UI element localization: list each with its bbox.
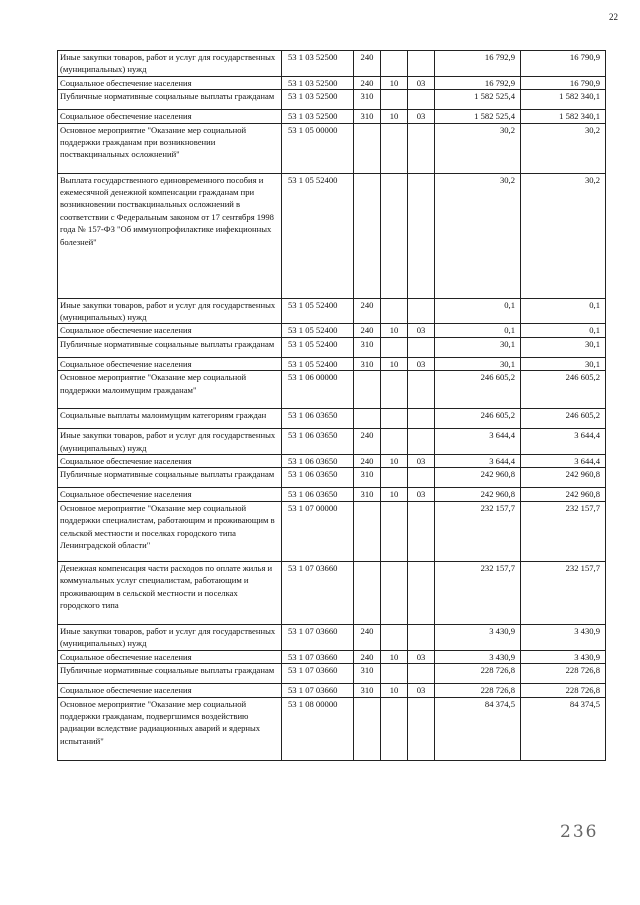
row-target-code: 53 1 06 03650 bbox=[282, 488, 354, 501]
row-expense-type bbox=[354, 371, 381, 409]
row-name: Социальное обеспечение населения bbox=[58, 324, 282, 337]
row-subsection bbox=[408, 501, 435, 561]
row-name: Публичные нормативные социальные выплаты гражданам bbox=[58, 90, 282, 110]
row-name: Иные закупки товаров, работ и услуг для государственных (муниципальных) нужд bbox=[58, 298, 282, 324]
row-amount-1: 16 792,9 bbox=[435, 51, 521, 77]
row-target-code: 53 1 08 00000 bbox=[282, 697, 354, 760]
row-subsection bbox=[408, 298, 435, 324]
table-row bbox=[58, 298, 606, 324]
row-subsection bbox=[408, 123, 435, 173]
row-name: Социальное обеспечение населения bbox=[58, 110, 282, 123]
row-name: Денежная компенсация части расходов по оплате жилья и коммунальных услуг специалистам, работающим и проживающим в сельской местности и поселках городского типа bbox=[58, 561, 282, 624]
row-amount-1: 30,1 bbox=[435, 357, 521, 370]
row-target-code: 53 1 07 03660 bbox=[282, 561, 354, 624]
table-row bbox=[58, 371, 606, 409]
row-amount-1: 1 582 525,4 bbox=[435, 110, 521, 123]
row-name: Публичные нормативные социальные выплаты гражданам bbox=[58, 664, 282, 684]
row-target-code: 53 1 03 52500 bbox=[282, 51, 354, 77]
row-expense-type: 240 bbox=[354, 429, 381, 455]
row-amount-2: 1 582 340,1 bbox=[521, 110, 606, 123]
row-name: Основное мероприятие "Оказание мер социальной поддержки гражданам, подвергшимся воздействию радиации вследствие радиационных аварий и ядерных испытаний" bbox=[58, 697, 282, 760]
table-row bbox=[58, 51, 606, 77]
row-expense-type: 310 bbox=[354, 337, 381, 357]
row-amount-2: 84 374,5 bbox=[521, 697, 606, 760]
row-target-code: 53 1 05 52400 bbox=[282, 173, 354, 298]
row-name: Основное мероприятие "Оказание мер социальной поддержки специалистам, работающим и проживающим в сельской местности и поселках городского типа Ленинградской области" bbox=[58, 501, 282, 561]
row-amount-2: 30,2 bbox=[521, 123, 606, 173]
row-section bbox=[381, 371, 408, 409]
row-amount-1: 1 582 525,4 bbox=[435, 90, 521, 110]
row-subsection bbox=[408, 173, 435, 298]
row-amount-2: 16 790,9 bbox=[521, 51, 606, 77]
row-amount-2: 246 605,2 bbox=[521, 371, 606, 409]
table-row bbox=[58, 409, 606, 429]
budget-table bbox=[57, 50, 606, 761]
row-name: Иные закупки товаров, работ и услуг для государственных (муниципальных) нужд bbox=[58, 429, 282, 455]
row-target-code: 53 1 06 03650 bbox=[282, 468, 354, 488]
row-section bbox=[381, 501, 408, 561]
row-target-code: 53 1 05 00000 bbox=[282, 123, 354, 173]
row-subsection bbox=[408, 624, 435, 650]
row-amount-1: 30,2 bbox=[435, 123, 521, 173]
row-target-code: 53 1 06 00000 bbox=[282, 371, 354, 409]
row-section: 10 bbox=[381, 455, 408, 468]
row-subsection bbox=[408, 371, 435, 409]
row-expense-type bbox=[354, 561, 381, 624]
row-subsection: 03 bbox=[408, 324, 435, 337]
row-expense-type: 310 bbox=[354, 684, 381, 697]
row-expense-type: 310 bbox=[354, 357, 381, 370]
row-expense-type: 240 bbox=[354, 650, 381, 663]
row-section bbox=[381, 51, 408, 77]
row-expense-type bbox=[354, 173, 381, 298]
table-row bbox=[58, 90, 606, 110]
row-amount-2: 228 726,8 bbox=[521, 684, 606, 697]
row-subsection bbox=[408, 51, 435, 77]
row-amount-2: 30,1 bbox=[521, 337, 606, 357]
row-section bbox=[381, 123, 408, 173]
stamp-number: 236 bbox=[560, 822, 599, 842]
table-row bbox=[58, 173, 606, 298]
row-amount-1: 3 644,4 bbox=[435, 429, 521, 455]
row-amount-1: 3 644,4 bbox=[435, 455, 521, 468]
row-amount-1: 30,1 bbox=[435, 337, 521, 357]
row-amount-1: 232 157,7 bbox=[435, 501, 521, 561]
row-amount-1: 232 157,7 bbox=[435, 561, 521, 624]
row-section: 10 bbox=[381, 110, 408, 123]
row-name: Иные закупки товаров, работ и услуг для государственных (муниципальных) нужд bbox=[58, 51, 282, 77]
row-name: Публичные нормативные социальные выплаты гражданам bbox=[58, 468, 282, 488]
row-name: Социальное обеспечение населения bbox=[58, 455, 282, 468]
table-row bbox=[58, 697, 606, 760]
row-subsection bbox=[408, 561, 435, 624]
row-section bbox=[381, 664, 408, 684]
row-amount-1: 0,1 bbox=[435, 324, 521, 337]
row-target-code: 53 1 05 52400 bbox=[282, 298, 354, 324]
row-expense-type bbox=[354, 697, 381, 760]
row-name: Социальное обеспечение населения bbox=[58, 357, 282, 370]
row-subsection bbox=[408, 664, 435, 684]
row-target-code: 53 1 06 03650 bbox=[282, 409, 354, 429]
row-section bbox=[381, 298, 408, 324]
row-expense-type: 310 bbox=[354, 488, 381, 501]
row-target-code: 53 1 07 03660 bbox=[282, 664, 354, 684]
row-target-code: 53 1 07 03660 bbox=[282, 650, 354, 663]
row-subsection bbox=[408, 90, 435, 110]
row-target-code: 53 1 05 52400 bbox=[282, 337, 354, 357]
table-row bbox=[58, 684, 606, 697]
row-amount-2: 3 430,9 bbox=[521, 650, 606, 663]
row-amount-1: 84 374,5 bbox=[435, 697, 521, 760]
table-row bbox=[58, 123, 606, 173]
row-target-code: 53 1 05 52400 bbox=[282, 324, 354, 337]
row-section bbox=[381, 561, 408, 624]
row-section: 10 bbox=[381, 76, 408, 89]
row-expense-type: 310 bbox=[354, 468, 381, 488]
table-row bbox=[58, 429, 606, 455]
row-subsection: 03 bbox=[408, 488, 435, 501]
table-row bbox=[58, 110, 606, 123]
row-target-code: 53 1 07 03660 bbox=[282, 624, 354, 650]
table-row bbox=[58, 324, 606, 337]
row-amount-1: 3 430,9 bbox=[435, 624, 521, 650]
row-name: Социальное обеспечение населения bbox=[58, 684, 282, 697]
row-expense-type bbox=[354, 501, 381, 561]
row-section bbox=[381, 409, 408, 429]
row-expense-type: 240 bbox=[354, 298, 381, 324]
table-row bbox=[58, 468, 606, 488]
row-amount-1: 242 960,8 bbox=[435, 488, 521, 501]
row-section: 10 bbox=[381, 684, 408, 697]
row-amount-2: 228 726,8 bbox=[521, 664, 606, 684]
row-target-code: 53 1 03 52500 bbox=[282, 110, 354, 123]
row-amount-1: 3 430,9 bbox=[435, 650, 521, 663]
row-expense-type: 240 bbox=[354, 455, 381, 468]
row-section bbox=[381, 697, 408, 760]
row-section bbox=[381, 429, 408, 455]
row-amount-1: 16 792,9 bbox=[435, 76, 521, 89]
row-target-code: 53 1 07 03660 bbox=[282, 684, 354, 697]
row-section bbox=[381, 90, 408, 110]
row-amount-2: 0,1 bbox=[521, 298, 606, 324]
row-subsection: 03 bbox=[408, 455, 435, 468]
row-amount-2: 3 644,4 bbox=[521, 455, 606, 468]
table-row bbox=[58, 337, 606, 357]
row-section bbox=[381, 173, 408, 298]
row-amount-2: 30,2 bbox=[521, 173, 606, 298]
row-section: 10 bbox=[381, 357, 408, 370]
row-section: 10 bbox=[381, 488, 408, 501]
row-amount-1: 242 960,8 bbox=[435, 468, 521, 488]
row-target-code: 53 1 06 03650 bbox=[282, 429, 354, 455]
row-amount-2: 242 960,8 bbox=[521, 488, 606, 501]
row-subsection bbox=[408, 468, 435, 488]
row-amount-2: 30,1 bbox=[521, 357, 606, 370]
row-target-code: 53 1 05 52400 bbox=[282, 357, 354, 370]
row-expense-type: 240 bbox=[354, 324, 381, 337]
row-subsection: 03 bbox=[408, 650, 435, 663]
row-subsection bbox=[408, 337, 435, 357]
row-subsection bbox=[408, 409, 435, 429]
row-subsection: 03 bbox=[408, 110, 435, 123]
row-name: Выплата государственного единовременного пособия и ежемесячной денежной компенсации гражданам при возникновении поствакцинальных осложнений в соответствии с Федеральным законом от 17 сентября 1998 года № 157-ФЗ "Об иммунопрофилактике инфекционных болезней" bbox=[58, 173, 282, 298]
row-amount-1: 246 605,2 bbox=[435, 371, 521, 409]
table-row bbox=[58, 488, 606, 501]
row-expense-type: 240 bbox=[354, 76, 381, 89]
row-name: Основное мероприятие "Оказание мер социальной поддержки малоимущим гражданам" bbox=[58, 371, 282, 409]
page-number: 22 bbox=[609, 12, 618, 22]
row-expense-type: 310 bbox=[354, 90, 381, 110]
row-amount-2: 16 790,9 bbox=[521, 76, 606, 89]
row-expense-type: 310 bbox=[354, 664, 381, 684]
row-name: Иные закупки товаров, работ и услуг для государственных (муниципальных) нужд bbox=[58, 624, 282, 650]
row-name: Основное мероприятие "Оказание мер социальной поддержки гражданам при возникновении поствакцинальных осложнений" bbox=[58, 123, 282, 173]
row-name: Социальное обеспечение населения bbox=[58, 488, 282, 501]
row-expense-type: 240 bbox=[354, 624, 381, 650]
row-amount-1: 0,1 bbox=[435, 298, 521, 324]
row-amount-2: 3 430,9 bbox=[521, 624, 606, 650]
row-amount-2: 242 960,8 bbox=[521, 468, 606, 488]
row-target-code: 53 1 03 52500 bbox=[282, 90, 354, 110]
row-subsection bbox=[408, 697, 435, 760]
table-row bbox=[58, 76, 606, 89]
row-section: 10 bbox=[381, 650, 408, 663]
row-amount-2: 246 605,2 bbox=[521, 409, 606, 429]
row-amount-2: 1 582 340,1 bbox=[521, 90, 606, 110]
row-subsection: 03 bbox=[408, 684, 435, 697]
row-amount-1: 246 605,2 bbox=[435, 409, 521, 429]
row-section bbox=[381, 468, 408, 488]
row-target-code: 53 1 06 03650 bbox=[282, 455, 354, 468]
row-amount-2: 0,1 bbox=[521, 324, 606, 337]
row-name: Публичные нормативные социальные выплаты гражданам bbox=[58, 337, 282, 357]
table-row bbox=[58, 455, 606, 468]
row-amount-1: 228 726,8 bbox=[435, 664, 521, 684]
row-target-code: 53 1 07 00000 bbox=[282, 501, 354, 561]
row-target-code: 53 1 03 52500 bbox=[282, 76, 354, 89]
row-expense-type bbox=[354, 409, 381, 429]
row-amount-1: 30,2 bbox=[435, 173, 521, 298]
table-row bbox=[58, 624, 606, 650]
table-row bbox=[58, 357, 606, 370]
row-name: Социальное обеспечение населения bbox=[58, 76, 282, 89]
row-amount-2: 3 644,4 bbox=[521, 429, 606, 455]
table-row bbox=[58, 664, 606, 684]
row-section bbox=[381, 624, 408, 650]
row-name: Социальное обеспечение населения bbox=[58, 650, 282, 663]
row-subsection: 03 bbox=[408, 76, 435, 89]
row-section bbox=[381, 337, 408, 357]
table-row bbox=[58, 650, 606, 663]
row-amount-1: 228 726,8 bbox=[435, 684, 521, 697]
row-amount-2: 232 157,7 bbox=[521, 501, 606, 561]
row-name: Социальные выплаты малоимущим категориям граждан bbox=[58, 409, 282, 429]
row-expense-type: 240 bbox=[354, 51, 381, 77]
row-expense-type bbox=[354, 123, 381, 173]
row-expense-type: 310 bbox=[354, 110, 381, 123]
row-subsection bbox=[408, 429, 435, 455]
row-section: 10 bbox=[381, 324, 408, 337]
row-subsection: 03 bbox=[408, 357, 435, 370]
table-row bbox=[58, 501, 606, 561]
row-amount-2: 232 157,7 bbox=[521, 561, 606, 624]
table-row bbox=[58, 561, 606, 624]
